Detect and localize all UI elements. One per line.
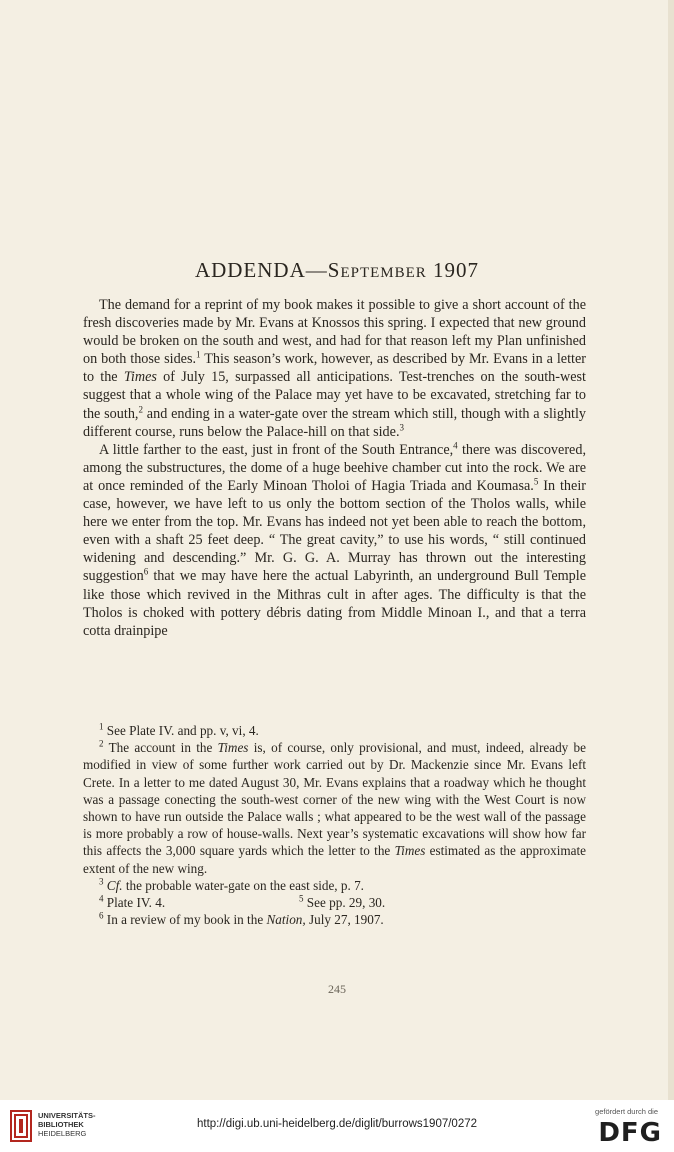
paragraph-2: A little farther to the east, just in front of the South Entrance,$^4$ there was discovered, among the substructures, the dome of a huge beehive chamber cut into the rock. We are at once reminded of the Early Minoan Tholoi of Hagia Triada and Koumasa.$^5$ In their case, however, we have left to us only the bottom section of the Tholos walls, while here we enter from the top. Mr. Evans has indeed not yet been able to reach the bottom, even with a shaft 25 feet deep. “ The great cavity,” to use his words, “ still continued widening and descending.” Mr. G. G. A. Murray has thrown out the interesting suggestion$^6$ that we may have here the actual Labyrinth, an underground Bull Temple like those which revived in the Mithras cult in after ages. The difficulty is that the Tholos is choked with pottery débris dating from Middle Minoan I., and that a terra cotta drainpipe [83, 440, 586, 639]
footnote-ref: 6 [143, 566, 149, 577]
footnote-5: $^5$ See pp. 29, 30. [299, 893, 386, 911]
footnote-4: $^4$ Plate IV. 4. [99, 893, 166, 911]
paragraph-1: The demand for a reprint of my book makes it possible to give a short account of the fresh discoveries made by Mr. Evans at Knossos this spring. I expected that new ground would be broken on the south and west, and had for that reason left my Plan unfinished on both those sides.$^1$ This season’s work, however, as described by Mr. Evans in a letter to the Times of July 15, surpassed all anticipations. Test-trenches on the south-west suggest that a whole wing of the Palace may yet have to be excavated, stretching far to the south,$^2$ and ending in a water-gate over the stream which still, though with a slightly different course, runs below the Palace-hill on that side.$^3$ [83, 297, 587, 440]
page-number: 245 [328, 982, 346, 996]
funding-text: gefördert durch die [595, 1107, 658, 1116]
page-edge [668, 0, 674, 1100]
footnote-ref: 3 [399, 421, 404, 432]
footnote-3: $^3$ Cf. the probable water-gate on the east side, p. 7. [99, 876, 364, 893]
title-smallcaps: September 1907 [327, 258, 480, 282]
footnote-ref: 1 [196, 349, 201, 360]
footnote-1: $^1$ See Plate IV. and pp. v, vi, 4. [99, 721, 259, 738]
footnote-ref: 4 [453, 440, 458, 451]
footnote-6: $^6$ In a review of my book in the Nation, July 27, 1907. [99, 910, 384, 928]
footnotes-4-5 [83, 894, 586, 911]
document-url[interactable]: http://digi.ub.uni-heidelberg.de/diglit/burrows1907/0272 [196, 1118, 478, 1130]
footnotes [83, 722, 586, 928]
footnote-ref: 2 [138, 403, 143, 414]
footnote-ref: 5 [533, 476, 539, 487]
page-title [0, 258, 674, 283]
viewer-footer [0, 1100, 674, 1152]
dfg-logo: DFG [598, 1118, 662, 1148]
library-name: UNIVERSITÄTS- BIBLIOTHEK HEIDELBERG [38, 1111, 96, 1138]
body-text [83, 296, 586, 640]
footnote-2: $^2$ The account in the Times is, of course, only provisional, and must, indeed, already be modified in view of some further work carried out by Dr. Mackenzie since Mr. Evans left Crete. In a letter to me dated August 30, Mr. Evans explains that a roadway which he thought was a passage conecting the south-west corner of the new wing with the West Court is now shown to have run outside the Palace walls ; what appeared to be the west wall of the passage is more probably a row of house-walls. Next year’s systematic excavations will show how far this affects the 3,000 square yards which the letter to the Times estimated as the approximate extent of the new wing. [83, 738, 587, 876]
title-main: ADDENDA— [194, 258, 328, 282]
